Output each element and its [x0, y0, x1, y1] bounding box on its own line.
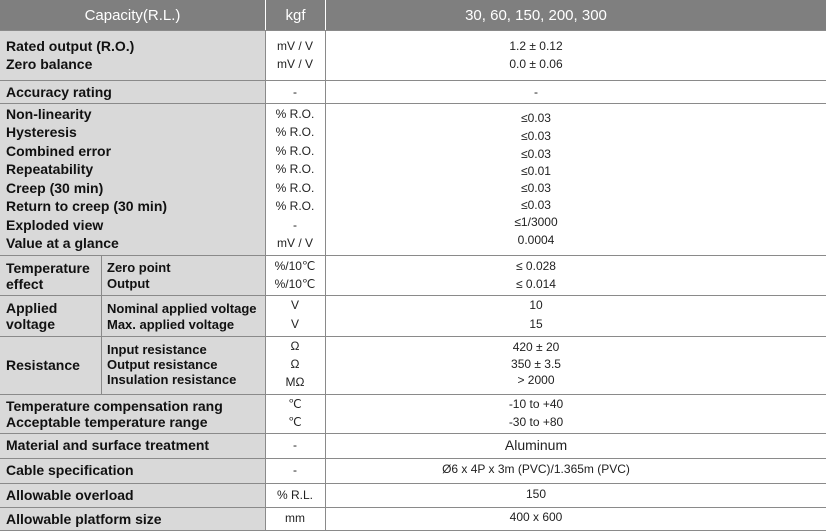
input-resistance-unit: Ω [290, 339, 300, 353]
compensation-range-label: Temperature compensation rang [6, 398, 223, 414]
row-divider [0, 30, 826, 31]
header-divider [265, 0, 266, 30]
metric-value: ≤0.03 [521, 129, 551, 143]
input-resistance-label: Input resistance [107, 342, 207, 357]
max-voltage-unit: V [290, 317, 299, 331]
metric-unit: % R.O. [275, 181, 315, 195]
metric-label: Combined error [6, 143, 112, 159]
cable-value: Ø6 x 4P x 3m (PVC)/1.365m (PVC) [442, 462, 630, 476]
metric-unit: mV / V [276, 236, 313, 250]
header-unit-cell [266, 0, 325, 30]
zero-balance-label: Zero balance [6, 56, 93, 72]
row-divider [0, 483, 826, 484]
metric-value: ≤0.03 [521, 111, 551, 125]
row-divider [0, 103, 826, 104]
metric-value: ≤0.03 [521, 181, 551, 195]
accuracy-unit: - [293, 85, 297, 99]
output-unit: %/10℃ [274, 277, 316, 291]
overload-unit: % R.L. [276, 488, 313, 502]
metric-unit: - [293, 218, 297, 232]
rated-output-value: 1.2 ± 0.12 [509, 39, 563, 53]
overload-label: Allowable overload [6, 487, 134, 503]
zero-balance-value: 0.0 ± 0.06 [509, 57, 563, 71]
platform-unit: mm [285, 511, 305, 525]
input-resistance-value: 420 ± 20 [512, 340, 560, 354]
platform-label: Allowable platform size [6, 511, 162, 527]
header-values-cell [326, 0, 826, 30]
row-divider [0, 255, 826, 256]
metric-unit: % R.O. [275, 125, 315, 139]
acceptable-range-unit: ℃ [288, 415, 302, 429]
output-resistance-label: Output resistance [107, 357, 218, 372]
header-capacity-cell [0, 0, 265, 30]
temperature-effect-group-label: effect [6, 276, 44, 292]
temperature-effect-group-label: Temperature [6, 260, 90, 276]
zero-balance-unit: mV / V [276, 57, 313, 71]
row-divider [0, 80, 826, 81]
accuracy-value: - [534, 85, 538, 99]
material-value: Aluminum [504, 437, 568, 453]
insulation-resistance-unit: MΩ [285, 375, 305, 389]
metric-unit: % R.O. [275, 144, 315, 158]
rated-output-label: Rated output (R.O.) [6, 38, 135, 54]
output-value: ≤ 0.014 [516, 277, 556, 291]
header-capacities: 30, 60, 150, 200, 300 [465, 6, 607, 24]
metric-value: 0.0004 [517, 233, 555, 247]
accuracy-label: Accuracy rating [6, 84, 112, 100]
applied-voltage-group-label: voltage [6, 316, 56, 332]
metric-label: Repeatability [6, 161, 94, 177]
nominal-voltage-unit: V [290, 298, 299, 312]
metric-value: ≤1/3000 [514, 215, 558, 229]
platform-value: 400 x 600 [509, 510, 563, 524]
output-resistance-value: 350 ± 3.5 [511, 357, 561, 371]
compensation-range-value: -10 to +40 [508, 397, 564, 411]
nominal-voltage-label: Nominal applied voltage [107, 301, 257, 316]
row-divider [0, 458, 826, 459]
metric-label: Value at a glance [6, 235, 119, 251]
insulation-resistance-value: > 2000 [517, 373, 555, 387]
metric-label: Creep (30 min) [6, 180, 104, 196]
cable-label: Cable specification [6, 462, 134, 478]
output-resistance-unit: Ω [290, 357, 300, 371]
insulation-resistance-label: Insulation resistance [107, 372, 237, 387]
cable-unit: - [293, 463, 297, 477]
metric-label: Exploded view [6, 217, 104, 233]
resistance-group-label: Resistance [6, 357, 80, 373]
metric-value: ≤0.03 [521, 198, 551, 212]
max-voltage-label: Max. applied voltage [107, 317, 235, 332]
row-divider [0, 433, 826, 434]
applied-voltage-group-label: Applied [6, 300, 58, 316]
row-divider [0, 336, 826, 337]
compensation-range-unit: ℃ [288, 397, 302, 411]
group-divider [101, 255, 102, 394]
metric-unit: % R.O. [275, 162, 315, 176]
material-unit: - [293, 438, 297, 452]
max-voltage-value: 15 [529, 317, 543, 331]
zero-point-label: Zero point [107, 260, 171, 275]
metric-unit: % R.O. [275, 107, 315, 121]
rated-output-unit: mV / V [276, 39, 313, 53]
header-unit-label: kgf [285, 6, 306, 24]
metric-value: ≤0.01 [521, 164, 551, 178]
zero-point-unit: %/10℃ [274, 259, 316, 273]
acceptable-range-value: -30 to +80 [508, 415, 564, 429]
metric-label: Hysteresis [6, 124, 77, 140]
output-label: Output [107, 276, 150, 291]
overload-value: 150 [525, 487, 547, 501]
metric-label: Non-linearity [6, 106, 92, 122]
acceptable-range-label: Acceptable temperature range [6, 414, 208, 430]
header-capacity-label: Capacity(R.L.) [84, 6, 181, 24]
zero-point-value: ≤ 0.028 [516, 259, 556, 273]
nominal-voltage-value: 10 [529, 298, 543, 312]
metric-label: Return to creep (30 min) [6, 198, 168, 214]
metric-value: ≤0.03 [521, 147, 551, 161]
metric-unit: % R.O. [275, 199, 315, 213]
header-divider [325, 0, 326, 30]
material-label: Material and surface treatment [6, 437, 210, 453]
